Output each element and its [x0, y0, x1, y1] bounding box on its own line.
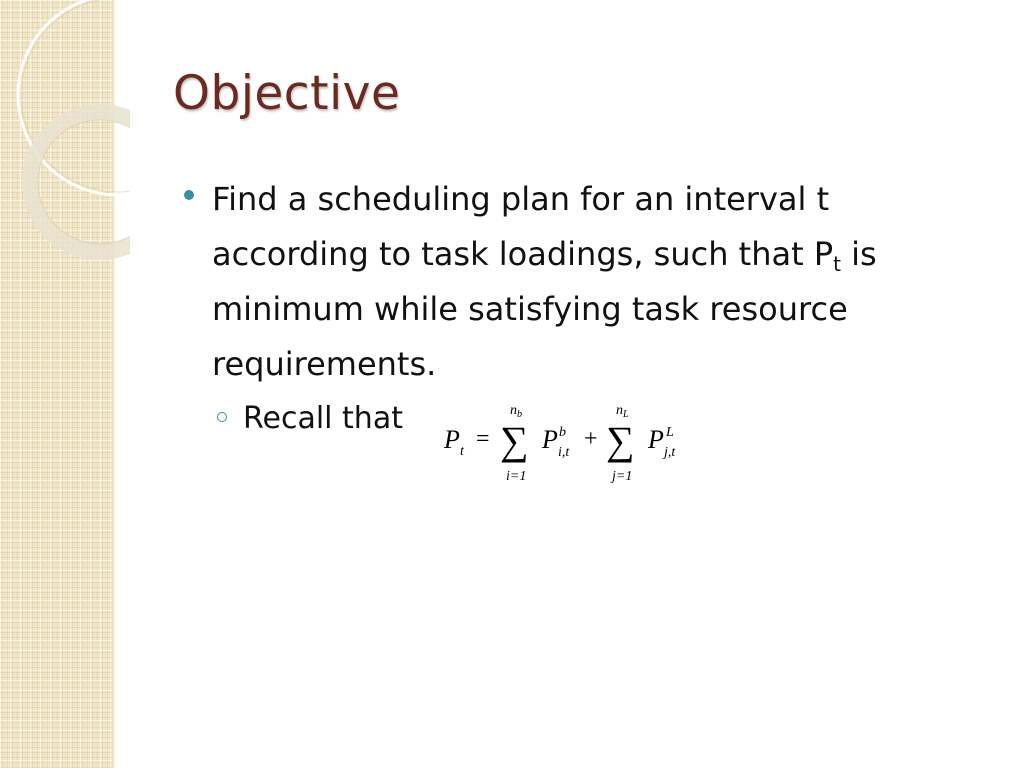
formula-sum2-sigma: ∑	[606, 418, 635, 463]
power-sum-formula	[440, 398, 700, 488]
formula-term1-sup: b	[559, 425, 566, 440]
formula-term2-sub: j,t	[664, 445, 676, 460]
formula-sum1-sigma: ∑	[500, 418, 529, 463]
formula-lhs-sub: t	[460, 444, 464, 459]
formula-sum1-lower: i=1	[506, 469, 527, 484]
bullet-dot-icon	[184, 190, 194, 200]
sub-bullet-label: Recall that	[243, 401, 403, 436]
bullet-text-before: Find a scheduling plan for an interval t according to task loadings, such that P	[212, 180, 834, 273]
bullet-text-after: is minimum while satisfying task resource requirements.	[212, 235, 877, 383]
formula-sum2-lower: j=1	[612, 469, 633, 484]
formula-term1-var: P	[542, 425, 558, 454]
formula-term2-sup: L	[666, 425, 674, 440]
formula-term1-sub: i,t	[558, 445, 570, 460]
formula-sum2-upper: $n_L$	[616, 403, 629, 420]
formula-sum1-upper: $n_b$	[510, 403, 522, 420]
bullet-subscript: t	[833, 252, 841, 276]
bullet-text	[212, 172, 972, 392]
formula-term2-var: P	[648, 425, 664, 454]
formula-plus: +	[584, 426, 598, 452]
formula-lhs-var: P	[444, 425, 460, 454]
slide-title: Objective	[173, 66, 401, 121]
hollow-bullet-icon	[217, 412, 227, 422]
decorative-rings	[0, 0, 130, 260]
formula-equals: =	[476, 426, 490, 452]
